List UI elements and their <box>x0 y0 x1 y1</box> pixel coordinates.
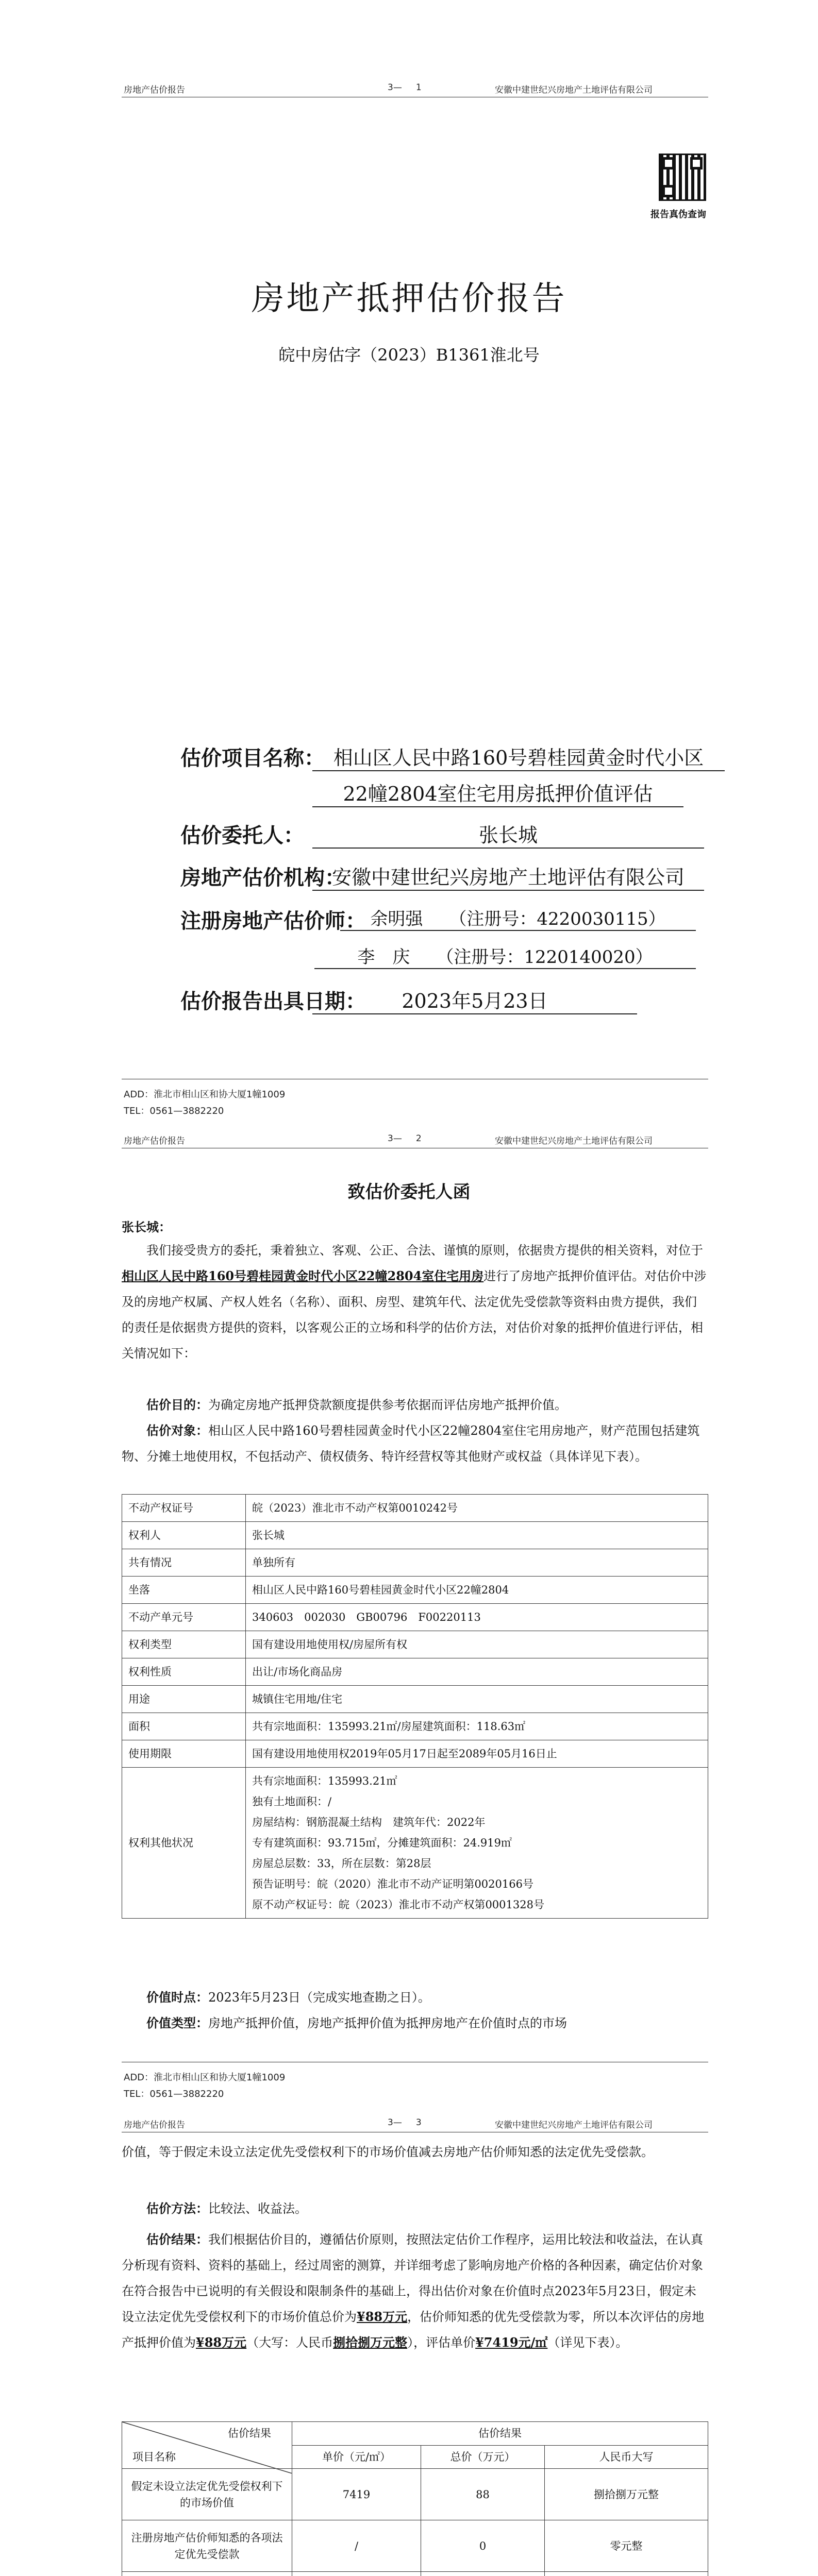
result-paragraph: 估价结果：我们根据估价目的，遵循估价原则，按照法定估价工作程序，运用比较法和收益法，在认真分析现有资料、资料的基础上，经过周密的测算，并详细考虑了影响房地产价格的各种因素，确定估价对象在符合报告中已说明的有关假设和限制条件的基础上，得出估价对象在价值时点2023年5月23日，假定未设立法定优先受偿权利下的市场价值总价为¥88万元，估价师知悉的优先受偿款为零，所以本次评估的房地产抵押价值为¥88万元（大写：人民币捌拾捌万元整），评估单价¥7419元/㎡（详见下表）。 <box>122 2232 705 2350</box>
footer-tel: TEL：0561—3882220 <box>124 1106 224 1116</box>
qr-code[interactable] <box>659 154 706 201</box>
footer-tel: TEL：0561—3882220 <box>124 2089 224 2099</box>
table-row: 权利性质 出让/市场化商品房 <box>122 1658 708 1686</box>
page-header-left: 房地产估价报告 <box>124 85 185 95</box>
client-label: 估价委托人： <box>180 823 304 848</box>
table-row: 估价结果 项目名称 估价结果 <box>122 2422 708 2446</box>
purpose-paragraph: 估价目的：为确定房地产抵押贷款额度提供参考依据而评估房地产抵押价值。 <box>146 1397 567 1412</box>
qr-caption: 报告真伪查询 <box>650 209 706 220</box>
table-row: 单价（元/㎡） 总价（万元） 人民币大写 <box>122 2445 708 2469</box>
appraiser-label: 注册房地产估价师： <box>180 909 366 933</box>
page-header-pageno: 3— 3 <box>388 2117 422 2128</box>
letter-intro: 我们接受贵方的委托，秉着独立、客观、公正、合法、谨慎的原则，依据贵方提供的相关资料，对位于相山区人民中路160号碧桂园黄金时代小区22幢2804室住宅用房进行了房地产抵押价值评估。对估价中涉及的房地产权属、产权人姓名（名称）、面积、房型、建筑年代、法定优先受偿款等资料由贵方提供，我们的责任是依据贵方提供的资料，以客观公正的立场和科学的估价方法，对估价对象的抵押价值进行评估，相关情况如下： <box>122 1243 707 1361</box>
project-name-line2: 22幢2804室住宅用房抵押价值评估 <box>312 778 683 807</box>
object-paragraph: 估价对象：相山区人民中路160号碧桂园黄金时代小区22幢2804室住宅用房地产，财产范围包括建筑物、分摊土地使用权，不包括动产、债权债务、特许经营权等其他财产或权益（具体详见下表）。 <box>122 1423 700 1464</box>
value-date-paragraph: 价值时点：2023年5月23日（完成实地查勘之日）。 <box>146 1990 430 2005</box>
table-row: 用途 城镇住宅用地/住宅 <box>122 1686 708 1713</box>
letter-title: 致估价委托人函 <box>347 1182 471 1202</box>
footer-address: ADD：淮北市相山区和协大厦1幢1009 <box>124 2072 286 2083</box>
value-type-paragraph: 价值类型：房地产抵押价值，房地产抵押价值为抵押房地产在价值时点的市场 <box>146 2015 567 2030</box>
table-row: 不动产单元号 340603 002030 GB00796 F00220113 <box>122 1604 708 1631</box>
table-row: 不动产权证号 皖（2023）淮北市不动产权第0010242号 <box>122 1495 708 1522</box>
valuation-result-table <box>122 2421 708 2576</box>
org-value: 安徽中建世纪兴房地产土地评估有限公司 <box>312 861 704 891</box>
page-header-left: 房地产估价报告 <box>124 2120 185 2130</box>
page-header-left: 房地产估价报告 <box>124 1136 185 1146</box>
page-header-pageno: 3— 2 <box>388 1133 422 1144</box>
letter-addressee: 张长城： <box>122 1219 171 1234</box>
page-header-company: 安徽中建世纪兴房地产土地评估有限公司 <box>495 2120 653 2130</box>
appraiser-1: 余明强 （注册号：4220030115） <box>340 905 696 931</box>
table-row: 权利其他状况 共有宗地面积：135993.21㎡ 独有土地面积：/ 房屋结构：钢筋混凝土结构 建筑年代：2022年 专有建筑面积：93.715㎡，分摊建筑面积：24.919㎡ 房屋总层数：33，所在层数：第28层 预告证明号：皖（2020）淮北市不动产证明第0020166号 原不动产权证号：皖（2023）淮北市不动产权第0001328号 <box>122 1768 708 1919</box>
client-value: 张长城 <box>312 819 704 849</box>
table-row: 面积 共有宗地面积：135993.21㎡/房屋建筑面积：118.63㎡ <box>122 1713 708 1740</box>
org-label: 房地产估价机构： <box>180 866 345 890</box>
table-row: 共有情况 单独所有 <box>122 1549 708 1577</box>
project-name-line1: 相山区人民中路160号碧桂园黄金时代小区 <box>312 742 725 771</box>
report-number: 皖中房估字（2023）B1361淮北号 <box>278 345 540 365</box>
report-date-label: 估价报告出具日期： <box>180 989 366 1013</box>
method-paragraph: 估价方法：比较法、收益法。 <box>146 2201 307 2216</box>
page-header-company: 安徽中建世纪兴房地产土地评估有限公司 <box>495 1136 653 1146</box>
appraiser-2: 李 庆 （注册号：1220140020） <box>314 943 696 969</box>
table-row: 假定未设立法定优先受偿权利下的市场价值 7419 88 捌拾捌万元整 <box>122 2469 708 2520</box>
page-header-pageno: 3— 1 <box>388 82 422 93</box>
project-name-label: 估价项目名称： <box>180 746 325 770</box>
report-date-value: 2023年5月23日 <box>312 985 637 1014</box>
table-row: 坐落 相山区人民中路160号碧桂园黄金时代小区22幢2804 <box>122 1577 708 1604</box>
table-row: 使用期限 国有建设用地使用权2019年05月17日起至2089年05月16日止 <box>122 1740 708 1768</box>
table-row: 注册房地产估价师知悉的各项法定优先受偿款 / 0 零元整 <box>122 2520 708 2572</box>
property-rights-table <box>122 1494 708 1919</box>
footer-address: ADD：淮北市相山区和协大厦1幢1009 <box>124 1089 286 1100</box>
table-row: 权利类型 国有建设用地使用权/房屋所有权 <box>122 1631 708 1658</box>
report-title: 房地产抵押估价报告 <box>251 280 567 318</box>
table-row <box>122 2572 708 2576</box>
value-type-continued: 价值，等于假定未设立法定优先受偿权利下的市场价值减去房地产估价师知悉的法定优先受偿款。 <box>122 2145 654 2159</box>
table-row: 权利人 张长城 <box>122 1522 708 1549</box>
page-header-company: 安徽中建世纪兴房地产土地评估有限公司 <box>495 85 653 95</box>
